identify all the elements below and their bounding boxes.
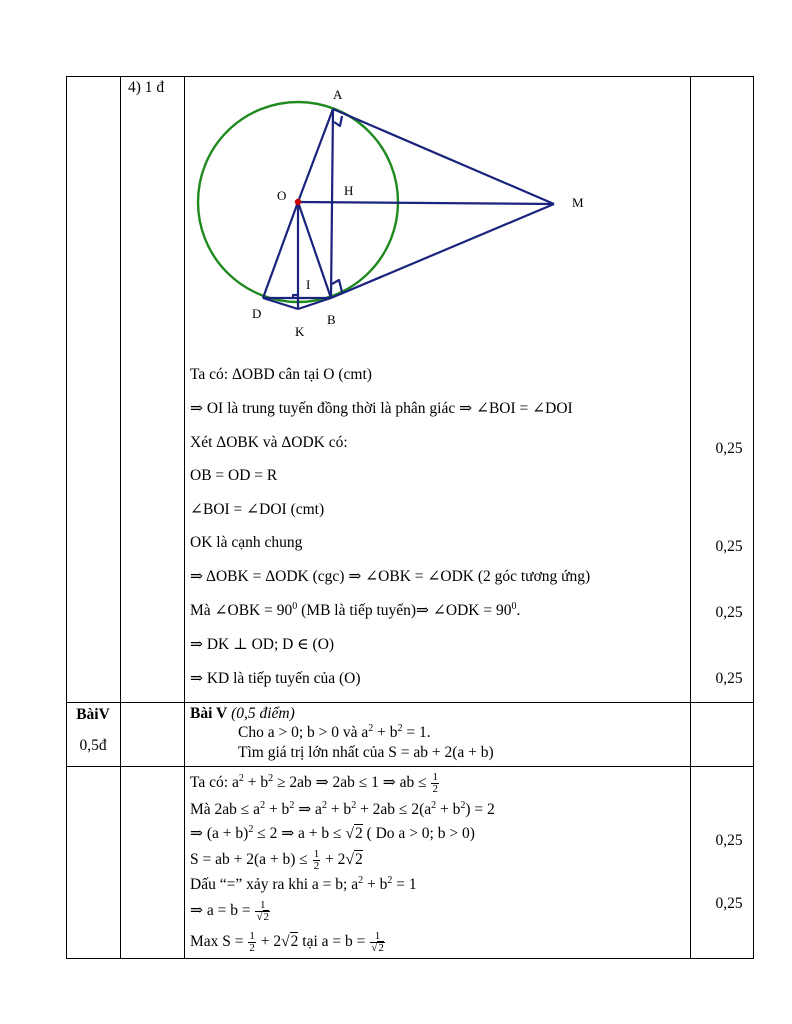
label-D: D xyxy=(252,306,262,321)
table-border xyxy=(66,766,754,767)
label-B: B xyxy=(327,312,336,327)
label-M: M xyxy=(572,195,584,210)
part-label: 4) 1 đ xyxy=(128,79,165,96)
table-border xyxy=(690,76,691,959)
label-I: I xyxy=(306,277,311,292)
table-border xyxy=(66,76,754,77)
tangent-MA xyxy=(333,109,554,204)
proof-line: Xét ΔOBK và ΔODK có: xyxy=(190,434,348,451)
solution-line: Dấu “=” xảy ra khi a = b; $a^2 + b^2 = 1$ xyxy=(190,874,417,893)
solution-line: Mà $2ab \le a^2 + b^2$ ⇒ $a^2 + b^2 + 2ab \le 2(a^2 + b^2) = 2$ xyxy=(190,799,495,818)
score-point: 0,25 xyxy=(715,832,743,849)
bai5-title: Bài V (0,5 điểm) xyxy=(190,705,295,722)
score-point: 0,25 xyxy=(715,604,743,621)
solution-line: Max S = $\frac{1}{2}$ + 2√2 tại a = b = $\frac{1}{√2}$ xyxy=(190,930,384,954)
label-A: A xyxy=(333,87,343,102)
table-border xyxy=(66,958,754,959)
label-K: K xyxy=(295,324,305,339)
table-border xyxy=(66,76,67,959)
segment-OD xyxy=(263,202,298,298)
proof-line: OK là cạnh chung xyxy=(190,534,303,551)
label-H: H xyxy=(344,183,354,198)
segment-OM xyxy=(298,202,554,204)
tangent-MB xyxy=(331,204,554,298)
proof-line: ⇒ OI là trung tuyến đồng thời là phân giác ⇒ ∠BOI = ∠DOI xyxy=(190,400,573,417)
score-point: 0,25 xyxy=(715,538,743,555)
bai5-find: Tìm giá trị lớn nhất của S = ab + 2(a + b) xyxy=(238,744,494,761)
solution-line: S = ab + 2(a + b) ≤ $\frac{1}{2}$ + 2√2 xyxy=(190,848,363,872)
proof-line: ⇒ DK ⊥ OD; D ∈ (O) xyxy=(190,636,335,653)
geometry-figure xyxy=(186,80,646,350)
proof-line: Mà ∠OBK = $90^0$ (MB là tiếp tuyến)⇒ ∠ODK = $90^0$. xyxy=(190,600,521,619)
score-point: 0,25 xyxy=(715,670,743,687)
solution-line: ⇒ a = b = $\frac{1}{√2}$ xyxy=(190,899,270,923)
solution-line: ⇒ $(a + b)^2 \le 2$ ⇒ a + b ≤ √2 ( Do a > 0; b > 0) xyxy=(190,823,475,842)
segment-OA xyxy=(298,109,333,202)
label-O: O xyxy=(277,188,287,203)
right-angle-A xyxy=(334,116,342,126)
proof-line: Ta có: ΔOBD cân tại O (cmt) xyxy=(190,366,372,383)
proof-line: OB = OD = R xyxy=(190,467,278,484)
proof-line: ∠BOI = ∠DOI (cmt) xyxy=(190,501,325,518)
right-angle-B xyxy=(332,280,342,292)
table-border xyxy=(184,76,185,959)
proof-line: ⇒ ΔOBK = ΔODK (cgc) ⇒ ∠OBK = ∠ODK (2 góc tương ứng) xyxy=(190,568,591,585)
solution-line: Ta có: $a^2 + b^2 \ge 2ab$ ⇒ 2ab ≤ 1 ⇒ ab ≤ $\frac{1}{2}$ xyxy=(190,771,438,795)
section-score: 0,5đ xyxy=(79,737,107,754)
score-point: 0,25 xyxy=(715,440,743,457)
chord-AB xyxy=(331,109,333,298)
bai5-given: Cho a > 0; b > 0 và $a^2 + b^2 = 1$. xyxy=(238,722,431,741)
score-point: 0,25 xyxy=(715,895,743,912)
table-border xyxy=(120,76,121,959)
table-border xyxy=(753,76,754,959)
answer-table xyxy=(66,76,754,959)
segment-OB xyxy=(298,202,331,298)
proof-line: ⇒ KD là tiếp tuyến của (O) xyxy=(190,670,361,687)
section-label: BàiV xyxy=(76,706,110,723)
table-border xyxy=(66,702,754,703)
center-point-O xyxy=(295,199,301,205)
